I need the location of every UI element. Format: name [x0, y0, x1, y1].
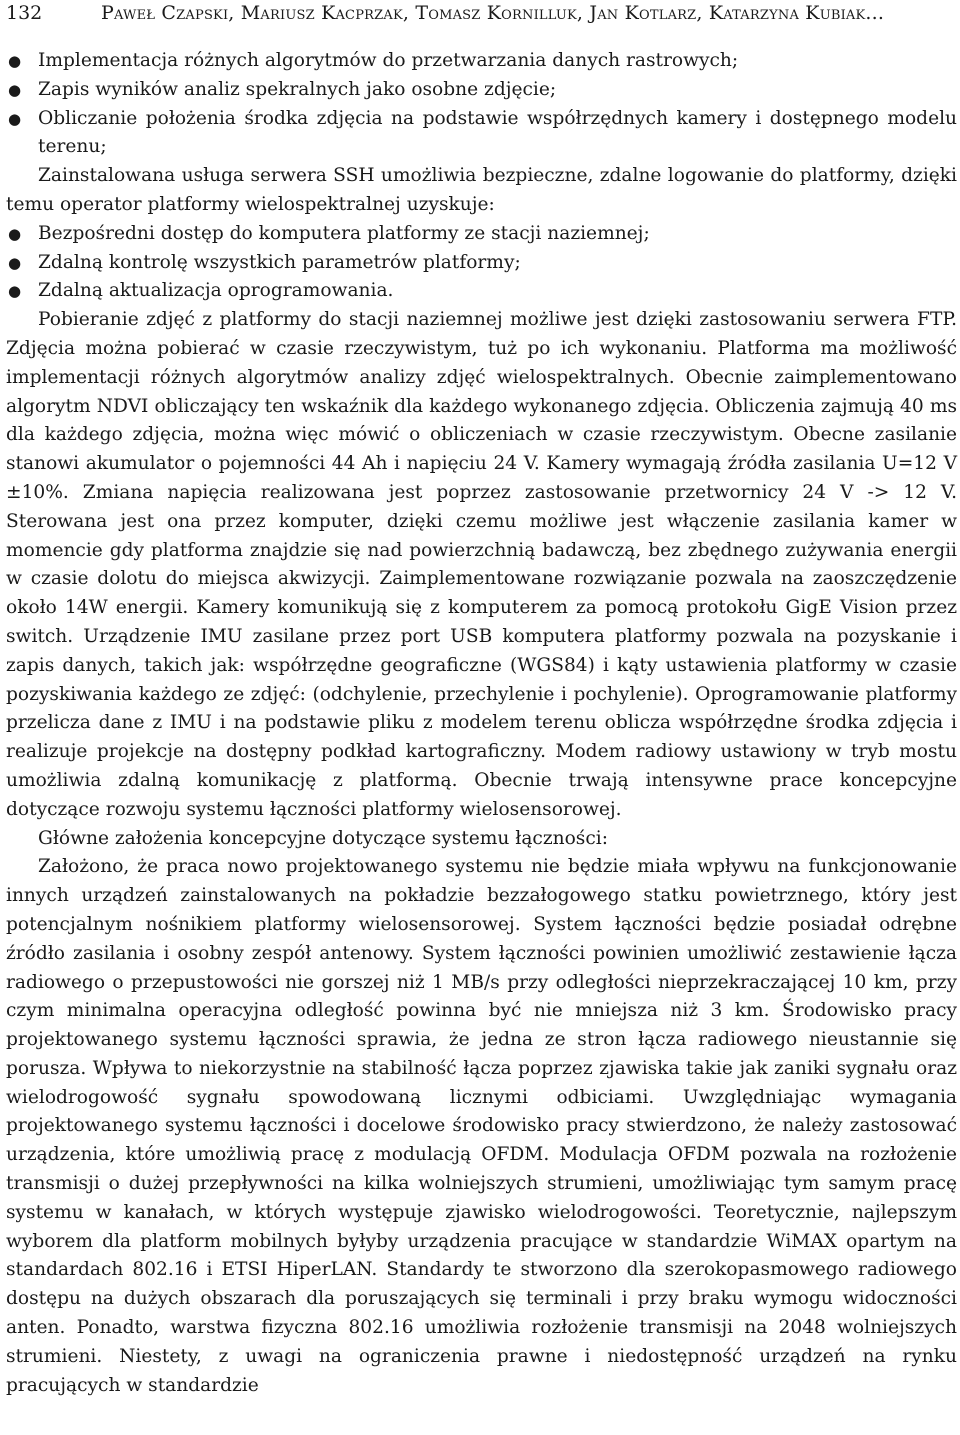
- header-authors: Paweł Czapski, Mariusz Kacprzak, Tomasz Kornilluk, Jan Kotlarz, Katarzyna Kubiak...: [101, 2, 885, 24]
- list-item: ● Implementacja różnych algorytmów do przetwarzania danych rastrowych;: [6, 47, 957, 76]
- bullet-icon: ●: [8, 80, 22, 99]
- list-item: ● Bezpośredni dostęp do komputera platformy ze stacji naziemnej;: [6, 220, 957, 249]
- bullet-icon: ●: [8, 109, 22, 128]
- document-page: [6, 0, 957, 1400]
- bullet-icon: ●: [8, 52, 22, 70]
- paragraph-assumptions: Założono, że praca nowo projektowanego systemu nie będzie miała wpływu na funkcjonowanie innych urządzeń zainstalowanych na pokładzie bezzałogowego statku powietrznego, który jest potencjalnym nośnikiem platformy wielosensorowej. System łączności będzie posiadał odrębne źródło zasilania i osobny zespół antenowy. System łączności powinien umożliwić zestawienie łącza radiowego o przepustowości nie gorszej niż 1 MB/s przy odległości nieprzekraczającej 10 km, przy czym minimalna operacyjna odległość powinna być nie mniejsza niż 3 km. Środowisko pracy projektowanego systemu łączności sprawia, że jedna ze stron łącza radiowego nieustannie się porusza. Wpływa to niekorzystnie na stabilność łącza poprzez zjawiska takie jak zaniki sygnału oraz wielodrogowość sygnału spowodowaną licznymi odbiciami. Uwzględniając wymagania projektowanego systemu łączności i docelowe środowisko pracy stwierdzono, że należy zastosować urządzenia, które umożliwią pracę z modulacją OFDM. Modulacja OFDM pozwala na rozłożenie transmisji o dużej przepływności na kilka wolniejszych strumieni, umożliwiając tym samym pracę systemu w kanałach, w których występuje zjawisko wielodrogowości. Teoretycznie, najlepszym wyborem dla platform mobilnych byłyby urządzenia pracujące w standardzie WiMAX opartym na standardach 802.16 i ETSI HiperLAN. Standardy te stworzono dla szerokopasmowego radiowego dostępu na dużych obszarach dla poruszających się terminali i przy braku wymogu widoczności anten. Ponadto, warstwa fizyczna 802.16 umożliwia rozłożenie transmisji na 2048 wolniejszych strumieni. Niestety, z uwagi na ograniczenia prawne i niedostępność urządzeń na rynku pracujących w standardzie: [6, 856, 957, 1396]
- bullet-list-analysis: [6, 47, 957, 162]
- bullet-icon: ●: [8, 253, 22, 272]
- body-text: [6, 47, 957, 1400]
- paragraph-assumptions-heading: Główne założenia koncepcyjne dotyczące systemu łączności:: [38, 827, 608, 849]
- bullet-icon: ●: [8, 282, 22, 301]
- bullet-list-ssh-features: [6, 220, 957, 306]
- paragraph-ftp: Pobieranie zdjęć z platformy do stacji naziemnej możliwe jest dzięki zastosowaniu serwera FTP. Zdjęcia można pobierać w czasie rzeczywistym, tuż po ich wykonaniu. Platforma ma możliwość implementacji różnych algorytmów analizy zdjęć wielospektralnych. Obecnie zaimplementowano algorytm NDVI obliczający ten wskaźnik dla każdego wykonanego zdjęcia. Obliczenia zajmują 40 ms dla każdego zdjęcia, można więc mówić o obliczeniach w czasie rzeczywistym. Obecne zasilanie stanowi akumulator o pojemności 44 Ah i napięciu 24 V. Kamery wymagają źródła zasilania U=12 V ±10%. Zmiana napięcia realizowana jest poprzez zastosowanie przetwornicy 24 V -> 12 V. Sterowana jest ona przez komputer, dzięki czemu możliwe jest włączenie zasilania kamer w momencie gdy platforma znajdzie się nad powierzchnią badawczą, bez zbędnego zużywania energii w czasie dolotu do miejsca akwizycji. Zaimplementowane rozwiązanie pozwala na zaoszczędzenie około 14W energii. Kamery komunikują się z komputerem za pomocą protokołu GigE Vision przez switch. Urządzenie IMU zasilane przez port USB komputera platformy pozwala na pozyskanie i zapis danych, takich jak: współrzędne geograficzne (WGS84) i kąty ustawienia platformy w czasie pozyskiwania każdego ze zdjęć: (odchylenie, przechylenie i pochylenie). Oprogramowanie platformy przelicza dane z IMU i na podstawie pliku z modelem terenu oblicza współrzędne środka zdjęcia i realizuje projekcje na dostępny podkład kartograficzny. Modem radiowy ustawiony w tryb mostu umożliwia zdalną komunikację z platformą. Obecnie trwają intensywne prace koncepcyjne dotyczące rozwoju systemu łączności platformy wielosensorowej.: [6, 309, 957, 820]
- list-item: ● Zapis wyników analiz spekralnych jako osobne zdjęcie;: [6, 76, 957, 105]
- list-item: ● Zdalną kontrolę wszystkich parametrów platformy;: [6, 249, 957, 278]
- paragraph-ssh: Zainstalowana usługa serwera SSH umożliwia bezpieczne, zdalne logowanie do platformy, dzięki temu operator platformy wielospektralnej uzyskuje:: [6, 165, 957, 215]
- bullet-icon: ●: [8, 224, 22, 243]
- list-item: ● Zdalną aktualizacja oprogramowania.: [6, 277, 957, 306]
- page-number: 132: [6, 2, 43, 24]
- running-header: [6, 0, 957, 26]
- list-item: ● Obliczanie położenia środka zdjęcia na podstawie współrzędnych kamery i dostępnego modelu terenu;: [6, 105, 957, 163]
